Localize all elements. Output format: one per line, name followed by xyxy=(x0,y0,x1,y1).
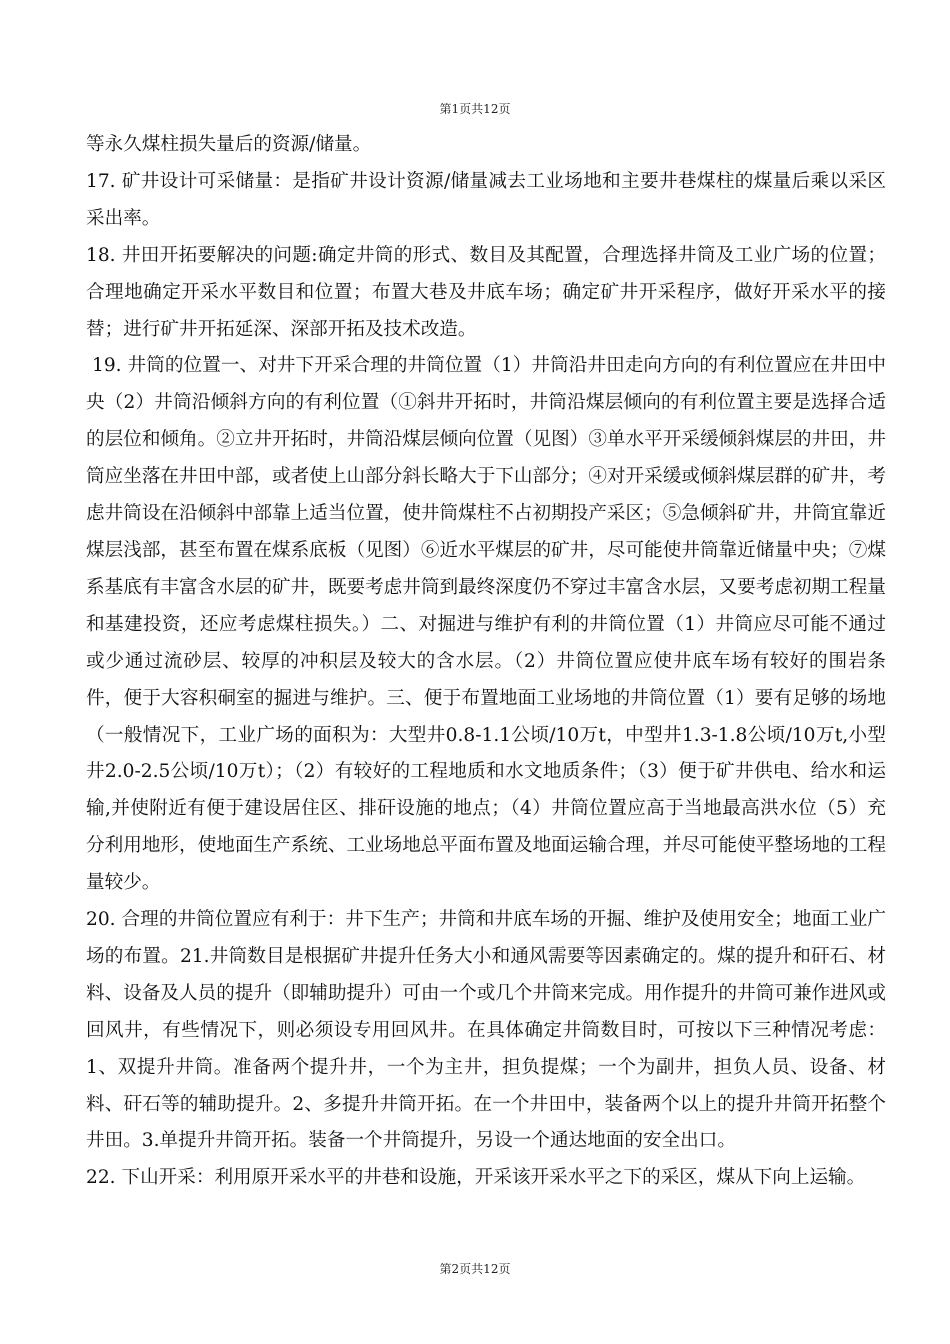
page-number-top: 第1页共12页 xyxy=(439,102,511,116)
paragraph-18: 18. 井田开拓要解决的问题:确定井筒的形式、数目及其配置，合理选择井筒及工业广场的位置；合理地确定开采水平数目和位置；布置大巷及井底车场；确定矿井开采程序，做好开采水平的接替；进行矿井开拓延深、深部开拓及技术改造。 xyxy=(86,244,886,340)
paragraph-19: 19. 井筒的位置一、对井下开采合理的井筒位置（1）井筒沿井田走向方向的有利位置应在井田中央（2）井筒沿倾斜方向的有利位置（①斜井开拓时，井筒沿煤层倾向的有利位置主要是选择合适的层位和倾角。②立井开拓时，井筒沿煤层倾向位置（见图）③单水平开采缓倾斜煤层的井田，井筒应坐落在井田中部，或者使上山部分斜长略大于下山部分；④对开采缓或倾斜煤层群的矿井，考虑井筒设在沿倾斜中部靠上适当位置，使井筒煤柱不占初期投产采区；⑤急倾斜矿井，井筒宜靠近煤层浅部，甚至布置在煤系底板（见图）⑥近水平煤层的矿井，尽可能使井筒靠近储量中央；⑦煤系基底有丰富含水层的矿井，既要考虑井筒到最终深度仍不穿过丰富含水层，又要考虑初期工程量和基建投资，还应考虑煤柱损失。）二、对掘进与维护有利的井筒位置（1）井筒应尽可能不通过或少通过流砂层、较厚的冲积层及较大的含水层。（2）井筒位置应使井底车场有较好的围岩条件，便于大容积硐室的掘进与维护。三、便于布置地面工业场地的井筒位置（1）要有足够的场地（一般情况下，工业广场的面积为：大型井0.8-1.1公顷/10万t，中型井1.3-1.8公顷/10万t,小型井2.0-2.5公顷/10万t）；（2）有较好的工程地质和水文地质条件；（3）便于矿井供电、给水和运输,并使附近有便于建设居住区、排矸设施的地点；（4）井筒位置应高于当地最高洪水位（5）充分利用地形，使地面生产系统、工业场地总平面布置及地面运输合理，并尽可能使平整场地的工程量较少。 xyxy=(86,355,886,894)
paragraph-17: 17. 矿井设计可采储量：是指矿井设计资源/储量减去工业场地和主要井巷煤柱的煤量后乘以采区采出率。 xyxy=(86,170,886,229)
paragraph-20-21: 20. 合理的井筒位置应有利于：井下生产；井筒和井底车场的开掘、维护及使用安全；地面工业广场的布置。21.井筒数目是根据矿井提升任务大小和通风需要等因素确定的。煤的提升和矸石、材料、设备及人员的提升（即辅助提升）可由一个或几个井筒来完成。用作提升的井筒可兼作进风或回风井，有些情况下，则必须设专用回风井。在具体确定井筒数目时，可按以下三种情况考虑：1、双提升井筒。准备两个提升井，一个为主井，担负提煤；一个为副井，担负人员、设备、材料、矸石等的辅助提升。2、多提升井筒开拓。在一个井田中，装备两个以上的提升井筒开拓整个井田。3.单提升井筒开拓。装备一个井筒提升，另设一个通达地面的安全出口。 xyxy=(86,909,886,1152)
paragraph-16-continuation: 等永久煤柱损失量后的资源/储量。 xyxy=(86,134,372,155)
page-number-bottom: 第2页共12页 xyxy=(439,1262,511,1276)
document-body xyxy=(86,127,886,1197)
paragraph-22: 22. 下山开采：利用原开采水平的井巷和设施，开采该开采水平之下的采区，煤从下向上运输。 xyxy=(86,1167,866,1189)
